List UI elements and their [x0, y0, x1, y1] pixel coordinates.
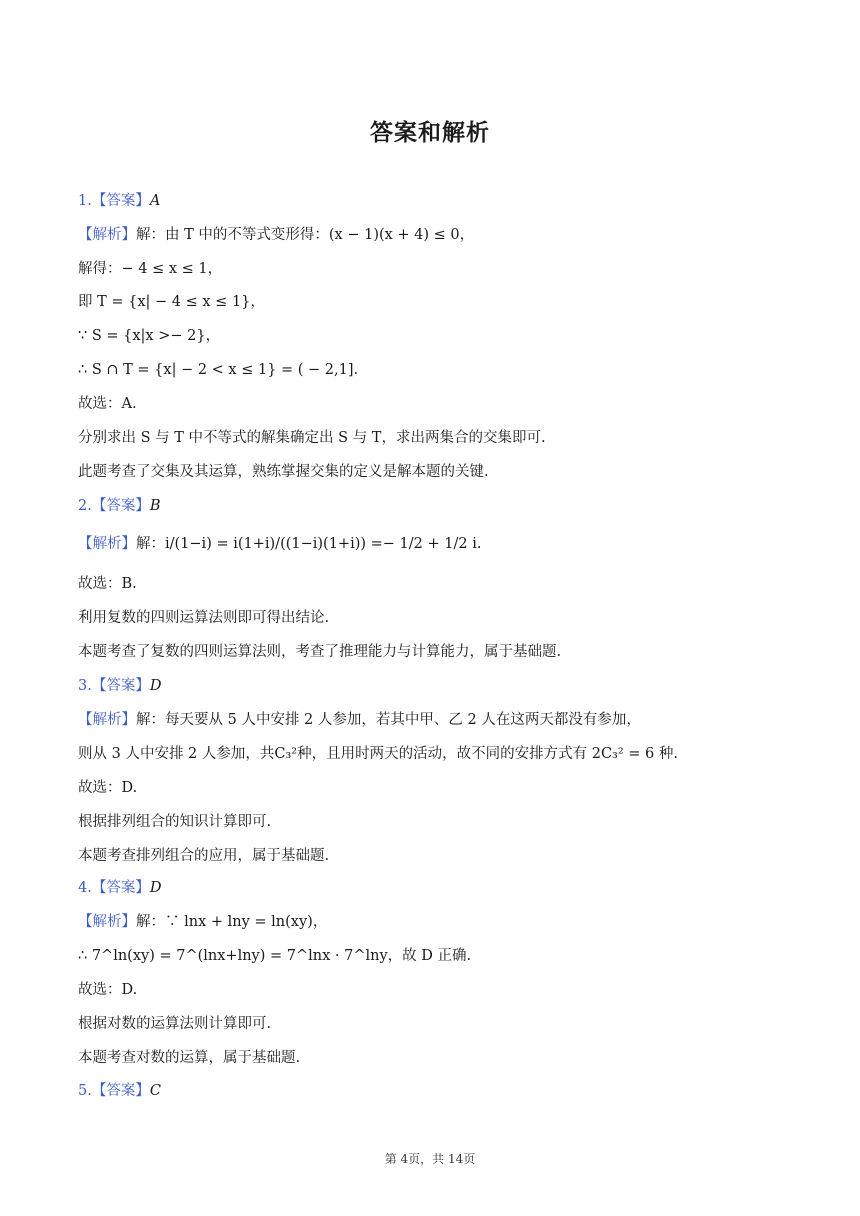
q5-answer: C [149, 1083, 161, 1099]
q3-number: 3. [78, 678, 92, 694]
q1-text-8: 此题考查了交集及其运算，熟练掌握交集的定义是解本题的关键. [78, 464, 489, 480]
q4-text-2: ∴ 7^ln(xy) = 7^(lnx+lny) = 7^lnx · 7^lny，故 D 正确. [78, 948, 472, 964]
q3-text-3: 故选：D. [78, 780, 138, 796]
q3-answer-line [78, 676, 161, 696]
q4-text-5: 本题考查对数的运算，属于基础题. [78, 1050, 301, 1066]
q4-answer: D [149, 880, 162, 896]
q2-formula: 解：i/(1−i) = i(1+i)/((1−i)(1+i)) =− 1/2 + 1/2 i. [136, 536, 482, 552]
q1-answer-line [78, 191, 160, 211]
q2-analysis-label: 【解析】 [78, 536, 136, 552]
q2-answer: B [149, 498, 161, 514]
q3-text-2: 则从 3 人中安排 2 人参加，共C₃²种，且用时两天的活动，故不同的安排方式有 2C₃² = 6 种. [78, 746, 678, 762]
q2-answer-line [78, 496, 161, 516]
q5-number: 5. [78, 1083, 92, 1099]
q2-number: 2. [78, 498, 92, 514]
q1-text-1: 解：由 T 中的不等式变形得：(x − 1)(x + 4) ≤ 0， [136, 227, 475, 243]
q3-text-1: 解：每天要从 5 人中安排 2 人参加，若其中甲、乙 2 人在这两天都没有参加， [136, 712, 641, 728]
q3-analysis-label: 【解析】 [78, 712, 136, 728]
q1-text-5: ∴ S ∩ T = {x| − 2 < x ≤ 1} = ( − 2,1]. [78, 362, 359, 378]
q1-text-4: ∵ S = {x|x >− 2}， [78, 328, 221, 344]
q3-answer-label: 【答案】 [91, 678, 150, 694]
q1-text-7: 分别求出 S 与 T 中不等式的解集确定出 S 与 T，求出两集合的交集即可. [78, 430, 546, 446]
q2-analysis-line-1 [78, 534, 481, 554]
q2-answer-label: 【答案】 [91, 498, 150, 514]
page-title: 答案和解析 [370, 120, 490, 146]
q4-analysis-label: 【解析】 [78, 914, 136, 930]
q1-text-3: 即 T = {x| − 4 ≤ x ≤ 1}， [78, 294, 265, 310]
q2-text-3: 本题考查了复数的四则运算法则，考查了推理能力与计算能力，属于基础题. [78, 644, 562, 660]
q1-number: 1. [78, 193, 92, 209]
q4-text-3: 故选：D. [78, 982, 138, 998]
q1-analysis-label: 【解析】 [78, 227, 136, 243]
q3-answer: D [149, 678, 162, 694]
q1-answer-label: 【答案】 [91, 193, 150, 209]
q1-text-2: 解得：− 4 ≤ x ≤ 1， [78, 261, 223, 277]
q4-text-4: 根据对数的运算法则计算即可. [78, 1016, 272, 1032]
q5-answer-line [78, 1081, 161, 1101]
q1-text-6: 故选：A. [78, 396, 137, 412]
q3-analysis-line-1 [78, 710, 641, 730]
q4-text-1: 解：∵ lnx + lny = ln(xy)， [136, 914, 328, 930]
q3-text-4: 根据排列组合的知识计算即可. [78, 814, 272, 830]
q5-answer-label: 【答案】 [91, 1083, 150, 1099]
page-footer: 第 4页，共 14页 [384, 1152, 476, 1166]
q4-answer-label: 【答案】 [91, 880, 150, 896]
q2-text-2: 利用复数的四则运算法则即可得出结论. [78, 610, 330, 626]
q4-answer-line [78, 878, 161, 898]
q3-text-5: 本题考查排列组合的应用，属于基础题. [78, 848, 330, 864]
q1-answer: A [149, 193, 161, 209]
q2-text-1: 故选：B. [78, 576, 137, 592]
q4-analysis-line-1 [78, 912, 327, 932]
q4-number: 4. [78, 880, 92, 896]
q1-analysis-line-1 [78, 225, 474, 245]
